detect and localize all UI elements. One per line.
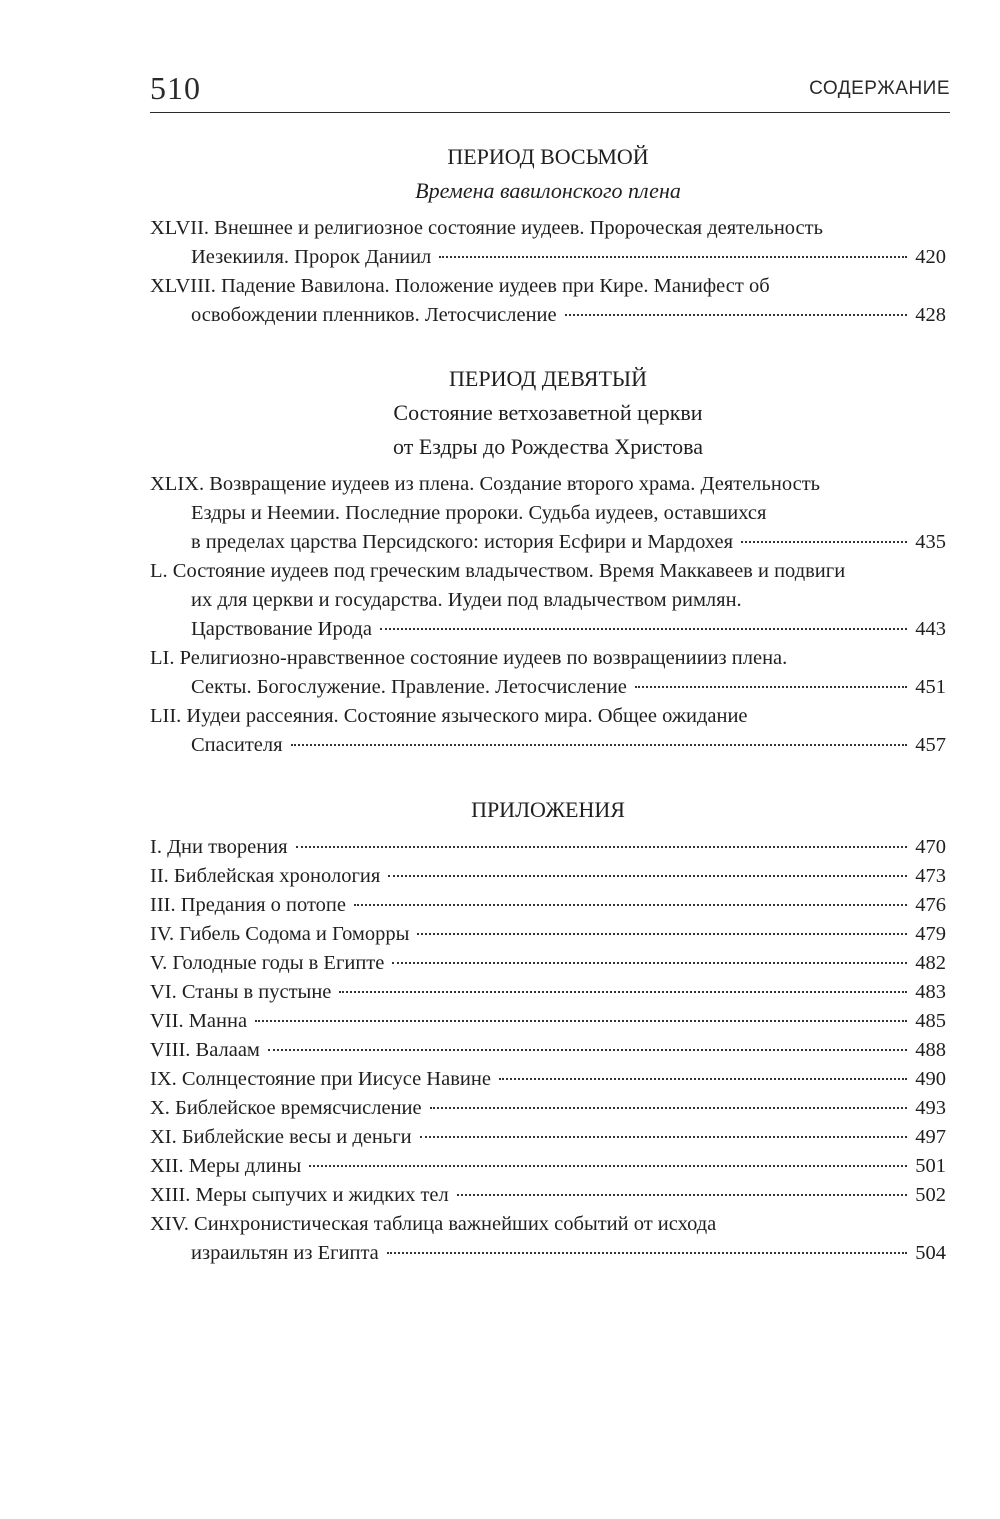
- toc-entry[interactable]: [150, 1181, 946, 1210]
- toc-entry[interactable]: [150, 1123, 946, 1152]
- entry-text: VIII. Валаам: [150, 1039, 260, 1061]
- entry-text: XLVIII. Падение Вавилона. Положение иудеев при Кире. Манифест об: [150, 275, 770, 297]
- toc-section: [150, 140, 946, 330]
- entry-line: [150, 499, 946, 528]
- toc-entry[interactable]: [150, 214, 946, 272]
- entry-page-number: 420: [915, 246, 946, 268]
- entry-text: IV. Гибель Содома и Гоморры: [150, 923, 410, 945]
- toc-entry[interactable]: [150, 1065, 946, 1094]
- entry-page-number: 479: [915, 923, 946, 945]
- entry-line: [150, 920, 946, 949]
- toc-entry[interactable]: [150, 1036, 946, 1065]
- toc-entry[interactable]: [150, 470, 946, 557]
- section-title: ПРИЛОЖЕНИЯ: [471, 797, 625, 822]
- entry-text: Царствование Ирода: [191, 618, 372, 640]
- running-head: СОДЕРЖАНИЕ: [809, 78, 950, 99]
- dot-leader: [296, 846, 908, 848]
- table-of-contents: [150, 140, 946, 1268]
- entry-line: [150, 1152, 946, 1181]
- toc-entry[interactable]: [150, 644, 946, 702]
- dot-leader: [339, 991, 907, 993]
- entry-text: LII. Иудеи рассеяния. Состояние языческого мира. Общее ожидание: [150, 705, 748, 727]
- section-subtitle: от Ездры до Рождества Христова: [393, 434, 703, 459]
- entry-text: Ездры и Неемии. Последние пророки. Судьба иудеев, оставшихся: [191, 502, 767, 524]
- dot-leader: [354, 904, 907, 906]
- entry-line: [150, 1123, 946, 1152]
- toc-entry[interactable]: [150, 702, 946, 760]
- entry-line: [150, 1239, 946, 1268]
- section-title: ПЕРИОД ВОСЬМОЙ: [447, 144, 649, 169]
- entry-text: III. Предания о потопе: [150, 894, 346, 916]
- dot-leader: [268, 1049, 907, 1051]
- entry-page-number: 501: [915, 1155, 946, 1177]
- entry-page-number: 473: [915, 865, 946, 887]
- entry-line: [150, 978, 946, 1007]
- entry-line: [150, 243, 946, 272]
- entry-page-number: 482: [915, 952, 946, 974]
- entry-line: [150, 528, 946, 557]
- entry-list: [150, 470, 946, 760]
- toc-entry[interactable]: [150, 978, 946, 1007]
- entry-page-number: 488: [915, 1039, 946, 1061]
- dot-leader: [499, 1078, 907, 1080]
- dot-leader: [457, 1194, 908, 1196]
- page-number: 510: [150, 70, 201, 106]
- dot-leader: [380, 628, 907, 630]
- section-gap: [150, 760, 946, 793]
- entry-text: освобождении пленников. Летосчисление: [191, 304, 557, 326]
- entry-page-number: 443: [915, 618, 946, 640]
- entry-line: [150, 731, 946, 760]
- entry-text: Спасителя: [191, 734, 283, 756]
- entry-line: [150, 272, 946, 301]
- entry-text: XIII. Меры сыпучих и жидких тел: [150, 1184, 449, 1206]
- dot-leader: [439, 256, 907, 258]
- entry-line: [150, 891, 946, 920]
- entry-text: XI. Библейские весы и деньги: [150, 1126, 412, 1148]
- toc-entry[interactable]: [150, 891, 946, 920]
- toc-entry[interactable]: [150, 920, 946, 949]
- entry-line: [150, 1036, 946, 1065]
- entry-text: в пределах царства Персидского: история Есфири и Мардохея: [191, 531, 734, 553]
- section-gap: [150, 330, 946, 362]
- dot-leader: [420, 1136, 908, 1138]
- dot-leader: [388, 875, 907, 877]
- dot-leader: [565, 314, 908, 316]
- entry-list: [150, 214, 946, 330]
- toc-entry[interactable]: [150, 1007, 946, 1036]
- section-title: ПЕРИОД ДЕВЯТЫЙ: [449, 366, 647, 391]
- entry-line: [150, 1007, 946, 1036]
- page-header: [150, 68, 950, 113]
- toc-section: [150, 793, 946, 1268]
- dot-leader: [635, 686, 907, 688]
- entry-page-number: 483: [915, 981, 946, 1003]
- entry-page-number: 485: [915, 1010, 946, 1032]
- entry-page-number: 490: [915, 1068, 946, 1090]
- entry-line: [150, 615, 946, 644]
- entry-line: [150, 673, 946, 702]
- entry-page-number: 476: [915, 894, 946, 916]
- toc-section: [150, 362, 946, 760]
- entry-line: [150, 644, 946, 673]
- dot-leader: [430, 1107, 908, 1109]
- entry-text: Секты. Богослужение. Правление. Летосчисление: [191, 676, 627, 698]
- entry-line: [150, 1181, 946, 1210]
- toc-entry[interactable]: [150, 1094, 946, 1123]
- dot-leader: [387, 1252, 907, 1254]
- entry-text: израильтян из Египта: [191, 1242, 379, 1264]
- entry-page-number: 451: [915, 676, 946, 698]
- entry-page-number: 470: [915, 836, 946, 858]
- entry-line: [150, 833, 946, 862]
- entry-page-number: 502: [915, 1184, 946, 1206]
- section-subtitle: Времена вавилонского плена: [415, 178, 681, 203]
- entry-line: [150, 557, 946, 586]
- entry-page-number: 504: [915, 1242, 946, 1264]
- entry-list: [150, 833, 946, 1268]
- entry-line: [150, 470, 946, 499]
- entry-line: [150, 1210, 946, 1239]
- dot-leader: [291, 744, 908, 746]
- entry-line: [150, 301, 946, 330]
- entry-text: LI. Религиозно-нравственное состояние иудеев по возвращениииз плена.: [150, 647, 788, 669]
- entry-text: X. Библейское времясчисление: [150, 1097, 422, 1119]
- entry-text: XIV. Синхронистическая таблица важнейших событий от исхода: [150, 1213, 717, 1235]
- dot-leader: [255, 1020, 907, 1022]
- entry-line: [150, 1065, 946, 1094]
- entry-line: [150, 214, 946, 243]
- entry-text: II. Библейская хронология: [150, 865, 381, 887]
- entry-text: V. Голодные годы в Египте: [150, 952, 385, 974]
- entry-page-number: 497: [915, 1126, 946, 1148]
- toc-entry[interactable]: [150, 272, 946, 330]
- entry-text: XLIX. Возвращение иудеев из плена. Создание второго храма. Деятельность: [150, 473, 821, 495]
- entry-page-number: 493: [915, 1097, 946, 1119]
- entry-line: [150, 702, 946, 731]
- entry-page-number: 435: [915, 531, 946, 553]
- entry-page-number: 428: [915, 304, 946, 326]
- toc-entry[interactable]: [150, 862, 946, 891]
- toc-entry[interactable]: [150, 557, 946, 644]
- entry-text: IX. Солнцестояние при Иисусе Навине: [150, 1068, 491, 1090]
- toc-entry[interactable]: [150, 949, 946, 978]
- entry-text: I. Дни творения: [150, 836, 288, 858]
- entry-text: их для церкви и государства. Иудеи под владычеством римлян.: [191, 589, 742, 611]
- entry-text: VII. Манна: [150, 1010, 248, 1032]
- dot-leader: [417, 933, 907, 935]
- toc-entry[interactable]: [150, 1210, 946, 1268]
- dot-leader: [741, 541, 907, 543]
- entry-line: [150, 949, 946, 978]
- entry-page-number: 457: [915, 734, 946, 756]
- entry-line: [150, 586, 946, 615]
- entry-text: VI. Станы в пустыне: [150, 981, 332, 1003]
- entry-line: [150, 1094, 946, 1123]
- section-subtitle: Состояние ветхозаветной церкви: [393, 400, 703, 425]
- entry-text: Иезекииля. Пророк Даниил: [191, 246, 432, 268]
- entry-text: XII. Меры длины: [150, 1155, 302, 1177]
- dot-leader: [392, 962, 907, 964]
- toc-entry[interactable]: [150, 833, 946, 862]
- entry-line: [150, 862, 946, 891]
- entry-text: XLVII. Внешнее и религиозное состояние иудеев. Пророческая деятельность: [150, 217, 823, 239]
- toc-entry[interactable]: [150, 1152, 946, 1181]
- entry-text: L. Состояние иудеев под греческим владычеством. Время Маккавеев и подвиги: [150, 560, 846, 582]
- dot-leader: [309, 1165, 907, 1167]
